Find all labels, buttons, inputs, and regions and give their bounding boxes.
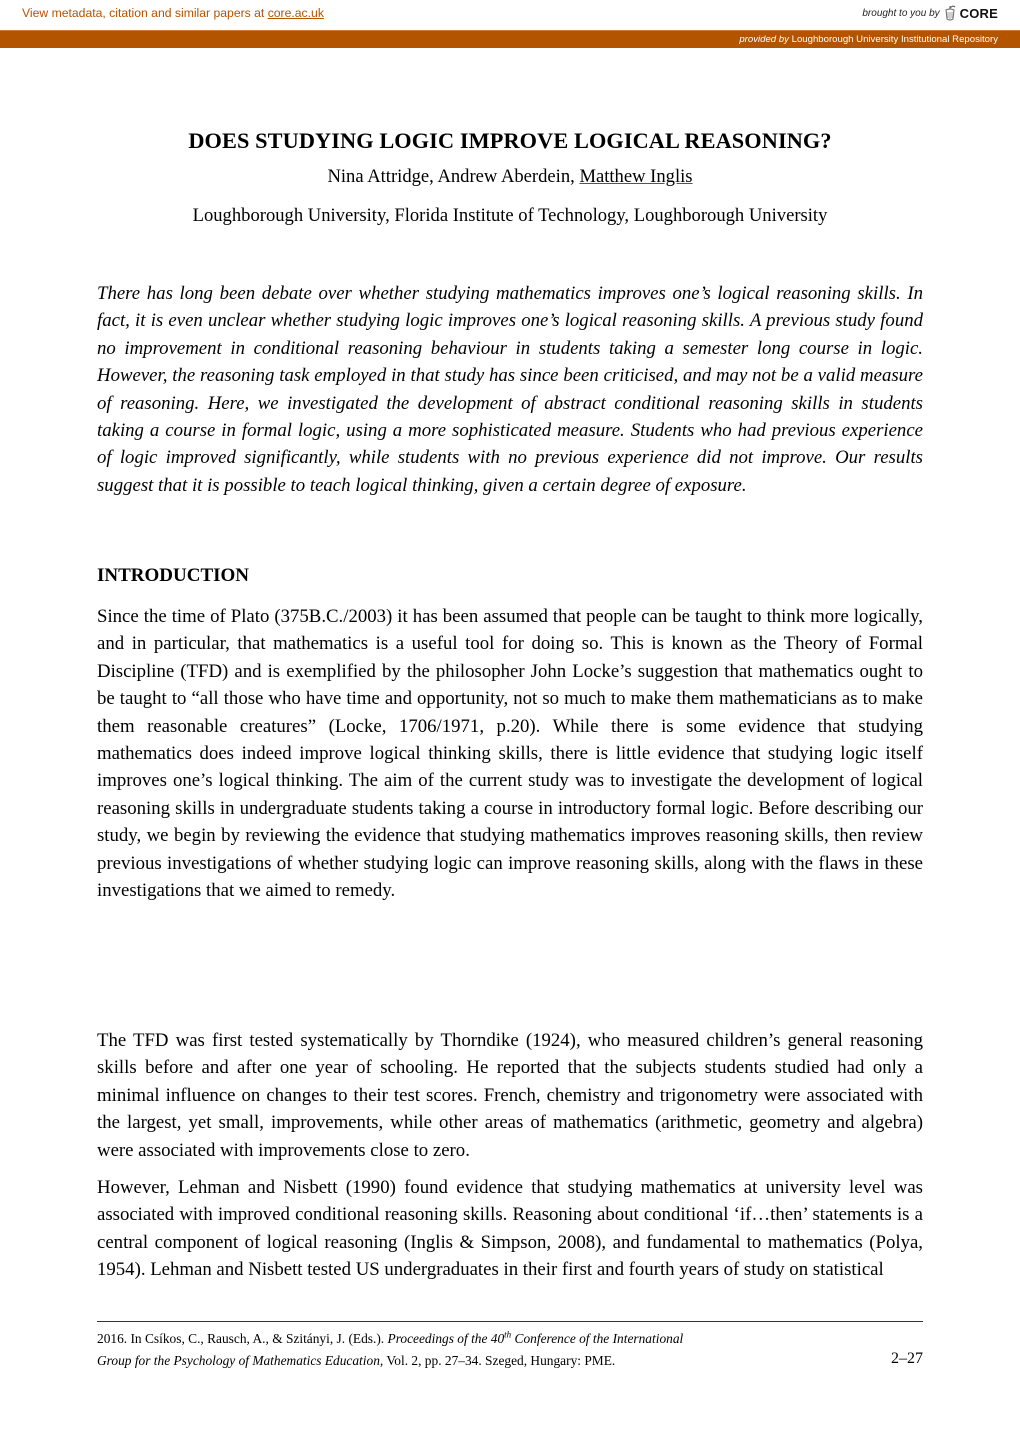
provided-by-prefix: provided by — [739, 34, 789, 45]
citation-line-2 — [97, 1350, 923, 1372]
core-link[interactable]: core.ac.uk — [267, 6, 324, 20]
proceedings-title-c: Group for the Psychology of Mathematics Education, — [97, 1353, 384, 1368]
affiliations: Loughborough University, Florida Institute of Technology, Loughborough University — [192, 205, 828, 226]
core-brand-name: CORE — [959, 5, 998, 21]
core-attribution[interactable] — [862, 4, 998, 22]
body-paragraph-2: The TFD was first tested systematically by Thorndike (1924), who measured children’s general reasoning skills before and after one year of schooling. He reported that the subjects students studied had only a minimal influence on changes to their test scores. French, chemistry and trigonometry were associated with the largest, yet small, improvements, while other areas of mathematics (arithmetic, geometry and algebra) were associated with improvements close to zero. — [97, 1030, 923, 1161]
core-metadata-notice — [22, 6, 324, 20]
proceedings-text-b: Conference of the International — [511, 1331, 684, 1346]
page-number: 2–27 — [891, 1350, 923, 1367]
core-banner — [0, 0, 1020, 30]
author-list — [97, 166, 923, 188]
core-apple-logo-icon — [943, 4, 957, 22]
provided-by-notice[interactable] — [739, 34, 998, 45]
footer-divider — [97, 1321, 923, 1322]
citation-editors: 2016. In Csíkos, C., Rausch, A., & Szitányi, J. (Eds.). — [97, 1331, 388, 1346]
paper-title: DOES STUDYING LOGIC IMPROVE LOGICAL REASONING? — [188, 128, 832, 153]
author-link-matthew-inglis[interactable]: Matthew Inglis — [579, 166, 693, 187]
body-paragraph-3: However, Lehman and Nisbett (1990) found evidence that studying mathematics at university level was associated with improved conditional reasoning skills. Reasoning about conditional ‘if…then’ statements is a central component of logical reasoning (Inglis & Simpson, 2008), and fundamental to mathematics (Polya, 1954). Lehman and Nisbett tested US undergraduates in their first and fourth years of study on statistical — [97, 1177, 923, 1281]
authors-plain: Nina Attridge, Andrew Aberdein, — [327, 166, 580, 187]
citation-footer — [97, 1328, 923, 1372]
section-heading-introduction: INTRODUCTION — [97, 565, 250, 586]
body-paragraph-1: Since the time of Plato (375B.C./2003) it has been assumed that people can be taught to think more logically, and in particular, that mathematics is a useful tool for doing so. This is known as the Theory of Formal Discipline (TFD) and is exemplified by the philosopher John Locke’s suggestion that mathematics ought to be taught to “all those who have time and opportunity, not so much to make them mathematicians as to make them reasonable creatures” (Locke, 1706/1971, p.20). While there is some evidence that studying mathematics does indeed improve logical thinking skills, there is little evidence that studying logic itself improves one’s logical thinking. The aim of the current study was to investigate the development of logical reasoning skills in undergraduate students taking a course in introductory formal logic. Before describing our study, we begin by reviewing the evidence that studying mathematics improves reasoning skills, then review previous investigations of whether studying logic can improve reasoning skills, along with the flaws in these investigations that we aimed to remedy. — [97, 606, 923, 902]
core-view-text: View metadata, citation and similar papers at — [22, 6, 268, 20]
proceedings-title-a — [388, 1331, 684, 1346]
citation-volume-pages: Vol. 2, pp. 27–34. Szeged, Hungary: PME. — [383, 1353, 616, 1368]
provider-name: Loughborough University Institutional Repository — [791, 34, 998, 45]
abstract: There has long been debate over whether studying mathematics improves one’s logical reasoning skills. In fact, it is even unclear whether studying logic improves one’s logical reasoning skills. A previous study found no improvement in conditional reasoning behaviour in students taking a semester long course in logic. However, the reasoning task employed in that study has since been criticised, and may not be a valid measure of reasoning. Here, we investigated the development of abstract conditional reasoning skills in students taking a course in formal logic, using a more sophisticated measure. Students who had previous experience of logic improved significantly, while students with no previous experience did not improve. Our results suggest that it is possible to teach logical thinking, given a certain degree of exposure. — [97, 283, 923, 496]
ordinal-superscript: th — [504, 1329, 512, 1340]
proceedings-text-a: Proceedings of the 40 — [387, 1331, 505, 1346]
citation-line-1 — [97, 1328, 923, 1350]
brought-by-text: brought to you by — [862, 7, 940, 19]
core-provider-bar — [0, 30, 1020, 48]
